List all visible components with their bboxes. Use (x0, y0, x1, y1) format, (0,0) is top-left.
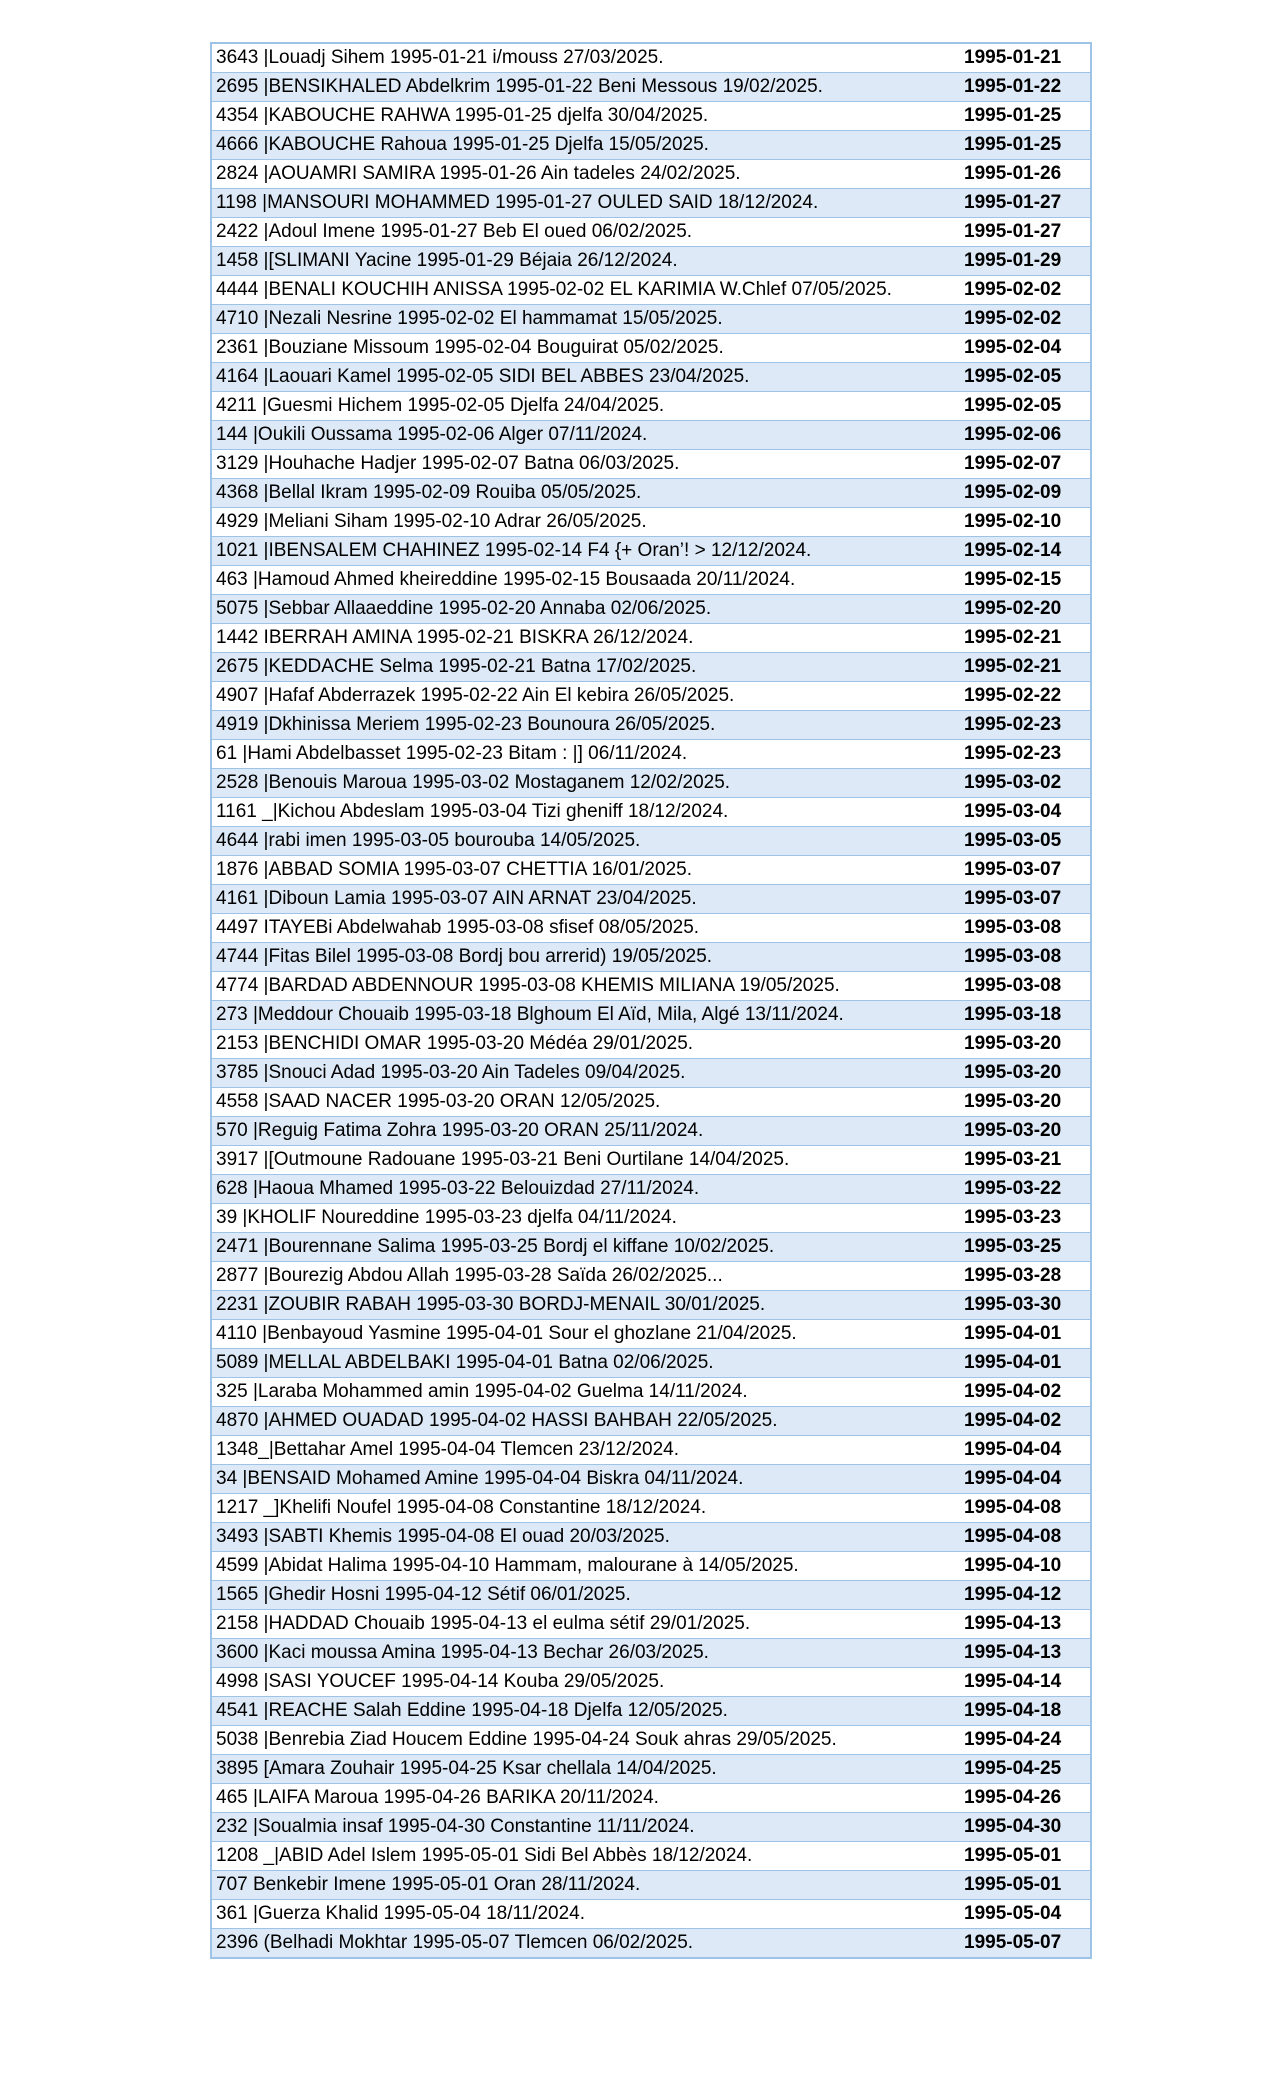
table-row (211, 885, 1091, 914)
table-row (211, 856, 1091, 885)
record-date-cell: 1995-03-22 (956, 1175, 1091, 1204)
record-text-cell: 4211 |Guesmi Hichem 1995-02-05 Djelfa 24/04/2025. (211, 392, 956, 421)
record-date-cell: 1995-02-02 (956, 276, 1091, 305)
record-date-cell: 1995-02-21 (956, 624, 1091, 653)
table-row (211, 1175, 1091, 1204)
record-text-cell: 4744 |Fitas Bilel 1995-03-08 Bordj bou arrerid) 19/05/2025. (211, 943, 956, 972)
record-text-cell: 3493 |SABTI Khemis 1995-04-08 El ouad 20/03/2025. (211, 1523, 956, 1552)
record-text-cell: 144 |Oukili Oussama 1995-02-06 Alger 07/11/2024. (211, 421, 956, 450)
table-row (211, 1697, 1091, 1726)
table-row (211, 1030, 1091, 1059)
table-row (211, 160, 1091, 189)
table-row (211, 479, 1091, 508)
table-row (211, 1117, 1091, 1146)
record-text-cell: 4354 |KABOUCHE RAHWA 1995-01-25 djelfa 30/04/2025. (211, 102, 956, 131)
record-date-cell: 1995-04-02 (956, 1378, 1091, 1407)
record-text-cell: 463 |Hamoud Ahmed kheireddine 1995-02-15 Bousaada 20/11/2024. (211, 566, 956, 595)
table-row (211, 798, 1091, 827)
record-date-cell: 1995-04-12 (956, 1581, 1091, 1610)
record-date-cell: 1995-04-08 (956, 1523, 1091, 1552)
record-date-cell: 1995-02-14 (956, 537, 1091, 566)
record-date-cell: 1995-03-08 (956, 914, 1091, 943)
table-row (211, 1900, 1091, 1929)
table-row (211, 914, 1091, 943)
record-date-cell: 1995-04-13 (956, 1639, 1091, 1668)
record-date-cell: 1995-03-20 (956, 1117, 1091, 1146)
table-row (211, 1378, 1091, 1407)
record-text-cell: 61 |Hami Abdelbasset 1995-02-23 Bitam : |] 06/11/2024. (211, 740, 956, 769)
record-text-cell: 4919 |Dkhinissa Meriem 1995-02-23 Bounoura 26/05/2025. (211, 711, 956, 740)
record-date-cell: 1995-01-25 (956, 102, 1091, 131)
record-date-cell: 1995-03-30 (956, 1291, 1091, 1320)
record-date-cell: 1995-03-04 (956, 798, 1091, 827)
table-row (211, 1523, 1091, 1552)
record-text-cell: 4558 |SAAD NACER 1995-03-20 ORAN 12/05/2025. (211, 1088, 956, 1117)
table-row (211, 1059, 1091, 1088)
record-text-cell: 4870 |AHMED OUADAD 1995-04-02 HASSI BAHBAH 22/05/2025. (211, 1407, 956, 1436)
record-date-cell: 1995-01-27 (956, 218, 1091, 247)
table-row (211, 1465, 1091, 1494)
record-text-cell: 1565 |Ghedir Hosni 1995-04-12 Sétif 06/01/2025. (211, 1581, 956, 1610)
table-row (211, 1784, 1091, 1813)
record-date-cell: 1995-02-06 (956, 421, 1091, 450)
record-date-cell: 1995-03-07 (956, 856, 1091, 885)
table-row (211, 566, 1091, 595)
record-date-cell: 1995-02-04 (956, 334, 1091, 363)
table-row (211, 1726, 1091, 1755)
table-row (211, 1088, 1091, 1117)
table-row (211, 1233, 1091, 1262)
table-row (211, 1610, 1091, 1639)
record-date-cell: 1995-03-20 (956, 1059, 1091, 1088)
record-date-cell: 1995-03-20 (956, 1088, 1091, 1117)
record-date-cell: 1995-02-22 (956, 682, 1091, 711)
record-date-cell: 1995-01-22 (956, 73, 1091, 102)
record-text-cell: 39 |KHOLIF Noureddine 1995-03-23 djelfa 04/11/2024. (211, 1204, 956, 1233)
record-date-cell: 1995-04-04 (956, 1436, 1091, 1465)
record-date-cell: 1995-02-23 (956, 740, 1091, 769)
table-row (211, 131, 1091, 160)
record-date-cell: 1995-02-05 (956, 363, 1091, 392)
record-text-cell: 4497 ITAYEBi Abdelwahab 1995-03-08 sfisef 08/05/2025. (211, 914, 956, 943)
record-text-cell: 2824 |AOUAMRI SAMIRA 1995-01-26 Ain tadeles 24/02/2025. (211, 160, 956, 189)
table-row (211, 827, 1091, 856)
records-table (210, 42, 1092, 1959)
table-row (211, 334, 1091, 363)
table-row (211, 624, 1091, 653)
table-row (211, 218, 1091, 247)
record-date-cell: 1995-04-24 (956, 1726, 1091, 1755)
record-text-cell: 4161 |Diboun Lamia 1995-03-07 AIN ARNAT 23/04/2025. (211, 885, 956, 914)
table-row (211, 682, 1091, 711)
table-row (211, 73, 1091, 102)
record-date-cell: 1995-03-25 (956, 1233, 1091, 1262)
table-row (211, 1146, 1091, 1175)
table-row (211, 363, 1091, 392)
record-text-cell: 5089 |MELLAL ABDELBAKI 1995-04-01 Batna 02/06/2025. (211, 1349, 956, 1378)
record-text-cell: 3643 |Louadj Sihem 1995-01-21 i/mouss 27/03/2025. (211, 43, 956, 73)
record-text-cell: 5075 |Sebbar Allaaeddine 1995-02-20 Annaba 02/06/2025. (211, 595, 956, 624)
record-date-cell: 1995-02-15 (956, 566, 1091, 595)
table-row (211, 1494, 1091, 1523)
record-text-cell: 707 Benkebir Imene 1995-05-01 Oran 28/11/2024. (211, 1871, 956, 1900)
record-date-cell: 1995-05-01 (956, 1842, 1091, 1871)
record-text-cell: 2528 |Benouis Maroua 1995-03-02 Mostaganem 12/02/2025. (211, 769, 956, 798)
table-row (211, 1929, 1091, 1959)
record-text-cell: 34 |BENSAID Mohamed Amine 1995-04-04 Biskra 04/11/2024. (211, 1465, 956, 1494)
record-text-cell: 2361 |Bouziane Missoum 1995-02-04 Bouguirat 05/02/2025. (211, 334, 956, 363)
record-text-cell: 1442 IBERRAH AMINA 1995-02-21 BISKRA 26/12/2024. (211, 624, 956, 653)
record-date-cell: 1995-03-28 (956, 1262, 1091, 1291)
record-date-cell: 1995-02-07 (956, 450, 1091, 479)
record-text-cell: 4666 |KABOUCHE Rahoua 1995-01-25 Djelfa 15/05/2025. (211, 131, 956, 160)
record-text-cell: 4164 |Laouari Kamel 1995-02-05 SIDI BEL ABBES 23/04/2025. (211, 363, 956, 392)
record-text-cell: 3600 |Kaci moussa Amina 1995-04-13 Bechar 26/03/2025. (211, 1639, 956, 1668)
record-text-cell: 232 |Soualmia insaf 1995-04-30 Constantine 11/11/2024. (211, 1813, 956, 1842)
record-text-cell: 4710 |Nezali Nesrine 1995-02-02 El hammamat 15/05/2025. (211, 305, 956, 334)
record-text-cell: 465 |LAIFA Maroua 1995-04-26 BARIKA 20/11/2024. (211, 1784, 956, 1813)
record-text-cell: 2153 |BENCHIDI OMAR 1995-03-20 Médéa 29/01/2025. (211, 1030, 956, 1059)
record-date-cell: 1995-03-21 (956, 1146, 1091, 1175)
record-text-cell: 3917 |[Outmoune Radouane 1995-03-21 Beni Ourtilane 14/04/2025. (211, 1146, 956, 1175)
table-row (211, 1871, 1091, 1900)
record-date-cell: 1995-01-26 (956, 160, 1091, 189)
table-row (211, 1842, 1091, 1871)
record-date-cell: 1995-02-21 (956, 653, 1091, 682)
record-text-cell: 2158 |HADDAD Chouaib 1995-04-13 el eulma sétif 29/01/2025. (211, 1610, 956, 1639)
table-row (211, 102, 1091, 131)
record-text-cell: 1208 _|ABID Adel Islem 1995-05-01 Sidi Bel Abbès 18/12/2024. (211, 1842, 956, 1871)
record-text-cell: 2471 |Bourennane Salima 1995-03-25 Bordj el kiffane 10/02/2025. (211, 1233, 956, 1262)
table-row (211, 1001, 1091, 1030)
record-text-cell: 1217 _]Khelifi Noufel 1995-04-08 Constantine 18/12/2024. (211, 1494, 956, 1523)
table-row (211, 1581, 1091, 1610)
record-text-cell: 3895 [Amara Zouhair 1995-04-25 Ksar chellala 14/04/2025. (211, 1755, 956, 1784)
table-row (211, 1436, 1091, 1465)
record-text-cell: 2231 |ZOUBIR RABAH 1995-03-30 BORDJ-MENAIL 30/01/2025. (211, 1291, 956, 1320)
record-text-cell: 4998 |SASI YOUCEF 1995-04-14 Kouba 29/05/2025. (211, 1668, 956, 1697)
record-text-cell: 628 |Haoua Mhamed 1995-03-22 Belouizdad 27/11/2024. (211, 1175, 956, 1204)
record-text-cell: 4644 |rabi imen 1995-03-05 bourouba 14/05/2025. (211, 827, 956, 856)
record-date-cell: 1995-04-01 (956, 1320, 1091, 1349)
record-date-cell: 1995-05-04 (956, 1900, 1091, 1929)
table-row (211, 1262, 1091, 1291)
record-text-cell: 3785 |Snouci Adad 1995-03-20 Ain Tadeles 09/04/2025. (211, 1059, 956, 1088)
table-row (211, 508, 1091, 537)
table-row (211, 392, 1091, 421)
table-row (211, 537, 1091, 566)
record-date-cell: 1995-04-10 (956, 1552, 1091, 1581)
table-row (211, 1639, 1091, 1668)
table-row (211, 653, 1091, 682)
record-text-cell: 1348_|Bettahar Amel 1995-04-04 Tlemcen 23/12/2024. (211, 1436, 956, 1465)
table-row (211, 450, 1091, 479)
records-table-body (211, 43, 1091, 1958)
record-date-cell: 1995-03-20 (956, 1030, 1091, 1059)
table-row (211, 189, 1091, 218)
record-text-cell: 5038 |Benrebia Ziad Houcem Eddine 1995-04-24 Souk ahras 29/05/2025. (211, 1726, 956, 1755)
record-text-cell: 1021 |IBENSALEM CHAHINEZ 1995-02-14 F4 {+ Oran’! > 12/12/2024. (211, 537, 956, 566)
table-row (211, 595, 1091, 624)
record-date-cell: 1995-02-09 (956, 479, 1091, 508)
record-text-cell: 1876 |ABBAD SOMIA 1995-03-07 CHETTIA 16/01/2025. (211, 856, 956, 885)
record-text-cell: 4368 |Bellal Ikram 1995-02-09 Rouiba 05/05/2025. (211, 479, 956, 508)
table-row (211, 1668, 1091, 1697)
table-row (211, 972, 1091, 1001)
record-text-cell: 570 |Reguig Fatima Zohra 1995-03-20 ORAN 25/11/2024. (211, 1117, 956, 1146)
record-text-cell: 4929 |Meliani Siham 1995-02-10 Adrar 26/05/2025. (211, 508, 956, 537)
table-row (211, 711, 1091, 740)
table-row (211, 740, 1091, 769)
record-date-cell: 1995-04-30 (956, 1813, 1091, 1842)
record-text-cell: 4110 |Benbayoud Yasmine 1995-04-01 Sour el ghozlane 21/04/2025. (211, 1320, 956, 1349)
record-text-cell: 2877 |Bourezig Abdou Allah 1995-03-28 Saïda 26/02/2025... (211, 1262, 956, 1291)
record-date-cell: 1995-02-05 (956, 392, 1091, 421)
record-date-cell: 1995-03-07 (956, 885, 1091, 914)
record-date-cell: 1995-01-25 (956, 131, 1091, 160)
record-text-cell: 4444 |BENALI KOUCHIH ANISSA 1995-02-02 EL KARIMIA W.Chlef 07/05/2025. (211, 276, 956, 305)
record-text-cell: 1458 |[SLIMANI Yacine 1995-01-29 Béjaia 26/12/2024. (211, 247, 956, 276)
record-text-cell: 2695 |BENSIKHALED Abdelkrim 1995-01-22 Beni Messous 19/02/2025. (211, 73, 956, 102)
record-date-cell: 1995-04-25 (956, 1755, 1091, 1784)
record-date-cell: 1995-02-20 (956, 595, 1091, 624)
record-date-cell: 1995-03-05 (956, 827, 1091, 856)
table-row (211, 1204, 1091, 1233)
table-row (211, 1320, 1091, 1349)
table-row (211, 1755, 1091, 1784)
record-date-cell: 1995-04-26 (956, 1784, 1091, 1813)
record-date-cell: 1995-01-29 (956, 247, 1091, 276)
record-date-cell: 1995-02-10 (956, 508, 1091, 537)
table-row (211, 1407, 1091, 1436)
record-date-cell: 1995-03-08 (956, 943, 1091, 972)
record-text-cell: 361 |Guerza Khalid 1995-05-04 18/11/2024. (211, 1900, 956, 1929)
record-text-cell: 1198 |MANSOURI MOHAMMED 1995-01-27 OULED SAID 18/12/2024. (211, 189, 956, 218)
record-text-cell: 1161 _|Kichou Abdeslam 1995-03-04 Tizi gheniff 18/12/2024. (211, 798, 956, 827)
record-date-cell: 1995-04-18 (956, 1697, 1091, 1726)
table-row (211, 943, 1091, 972)
record-date-cell: 1995-03-08 (956, 972, 1091, 1001)
table-row (211, 1552, 1091, 1581)
record-date-cell: 1995-01-27 (956, 189, 1091, 218)
table-row (211, 43, 1091, 73)
table-row (211, 1813, 1091, 1842)
record-text-cell: 2675 |KEDDACHE Selma 1995-02-21 Batna 17/02/2025. (211, 653, 956, 682)
record-date-cell: 1995-04-02 (956, 1407, 1091, 1436)
record-text-cell: 4907 |Hafaf Abderrazek 1995-02-22 Ain El kebira 26/05/2025. (211, 682, 956, 711)
table-row (211, 276, 1091, 305)
table-row (211, 769, 1091, 798)
record-date-cell: 1995-04-04 (956, 1465, 1091, 1494)
table-row (211, 1291, 1091, 1320)
record-date-cell: 1995-04-14 (956, 1668, 1091, 1697)
record-date-cell: 1995-05-07 (956, 1929, 1091, 1959)
record-date-cell: 1995-02-23 (956, 711, 1091, 740)
record-text-cell: 325 |Laraba Mohammed amin 1995-04-02 Guelma 14/11/2024. (211, 1378, 956, 1407)
record-date-cell: 1995-01-21 (956, 43, 1091, 73)
table-row (211, 305, 1091, 334)
record-text-cell: 4774 |BARDAD ABDENNOUR 1995-03-08 KHEMIS MILIANA 19/05/2025. (211, 972, 956, 1001)
record-date-cell: 1995-05-01 (956, 1871, 1091, 1900)
record-text-cell: 273 |Meddour Chouaib 1995-03-18 Blghoum El Aïd, Mila, Algé 13/11/2024. (211, 1001, 956, 1030)
record-date-cell: 1995-03-23 (956, 1204, 1091, 1233)
record-date-cell: 1995-02-02 (956, 305, 1091, 334)
table-row (211, 247, 1091, 276)
record-text-cell: 4541 |REACHE Salah Eddine 1995-04-18 Djelfa 12/05/2025. (211, 1697, 956, 1726)
record-date-cell: 1995-04-08 (956, 1494, 1091, 1523)
table-row (211, 421, 1091, 450)
record-date-cell: 1995-04-13 (956, 1610, 1091, 1639)
record-text-cell: 2422 |Adoul Imene 1995-01-27 Beb El oued 06/02/2025. (211, 218, 956, 247)
record-text-cell: 4599 |Abidat Halima 1995-04-10 Hammam, malourane à 14/05/2025. (211, 1552, 956, 1581)
record-date-cell: 1995-03-02 (956, 769, 1091, 798)
record-date-cell: 1995-03-18 (956, 1001, 1091, 1030)
record-date-cell: 1995-04-01 (956, 1349, 1091, 1378)
record-text-cell: 2396 (Belhadi Mokhtar 1995-05-07 Tlemcen 06/02/2025. (211, 1929, 956, 1959)
record-text-cell: 3129 |Houhache Hadjer 1995-02-07 Batna 06/03/2025. (211, 450, 956, 479)
table-row (211, 1349, 1091, 1378)
